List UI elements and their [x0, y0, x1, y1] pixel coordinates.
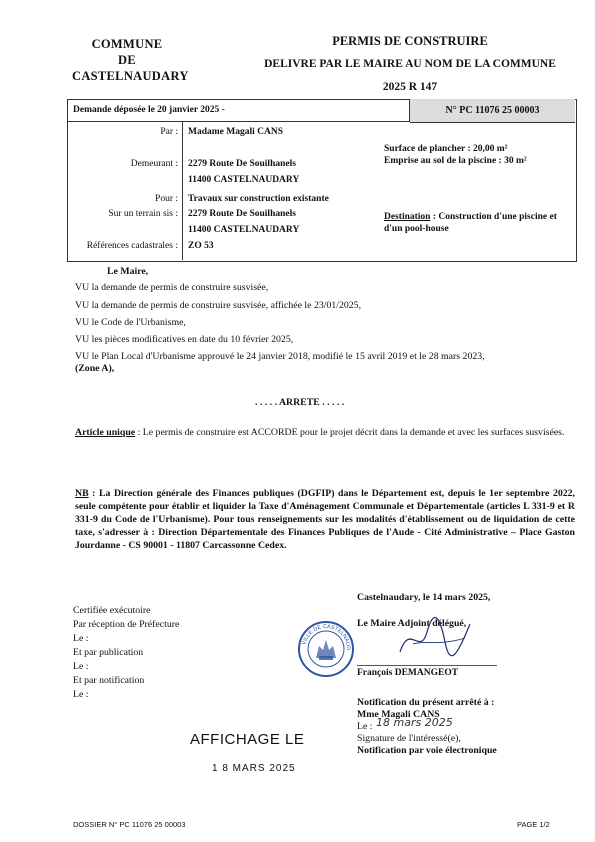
- certif-line6: Et par notification: [73, 675, 145, 686]
- box-divider: [182, 122, 183, 260]
- vu-line-4: VU les pièces modificatives en date du 10 février 2025,: [75, 334, 294, 345]
- par-label: Par :: [160, 127, 178, 137]
- nb-text: : La Direction générale des Finances publiques (DGFIP) dans le Département est, depuis le 1er septembre 2022, seule compétente pour établir et liquider la Taxe d'Aménagement Communale et Départementale (articles L 331-9 et R 331-9 du Code de l'Urbanisme). Pour tous renseignements sur les modalités d'établissement ou de liquidation de cette taxe, s'adresser à : Direction Départementale des Finances Publiques de l'Aude - Cité Administrative – Place Gaston Jourdanne - CS 90001 - 11807 Carcassonne Cedex.: [75, 488, 575, 551]
- notification-title: Notification du présent arrêté à :: [357, 697, 495, 708]
- commune-header: [72, 36, 189, 84]
- pour-label: Pour :: [155, 194, 178, 204]
- refs-label: Références cadastrales :: [86, 241, 178, 251]
- destination-label: Destination: [384, 212, 431, 222]
- certif-line5: Le :: [73, 661, 89, 672]
- certif-line2: Par réception de Préfecture: [73, 619, 180, 630]
- vu-line-5: VU le Plan Local d'Urbanisme approuvé le 24 janvier 2018, modifié le 15 avril 2019 et le 28 mars 2023,: [75, 351, 485, 362]
- certification-block: [73, 604, 179, 702]
- commune-line3: CASTELNAUDARY: [72, 69, 189, 83]
- permit-number: N° PC 11076 25 00003: [410, 99, 575, 123]
- le-maire: Le Maire,: [107, 266, 149, 277]
- commune-line2: DE: [118, 53, 136, 67]
- commune-line1: COMMUNE: [91, 37, 163, 51]
- notification-signature-line: Signature de l'intéressé(e),: [357, 733, 461, 744]
- terrain-line2: 11400 CASTELNAUDARY: [188, 225, 300, 235]
- destination: [384, 211, 564, 235]
- vu-line-2: VU la demande de permis de construire susvisée, affichée le 23/01/2025,: [75, 300, 362, 311]
- demeurant-label: Demeurant :: [130, 159, 178, 169]
- notification-date-handwritten: 18 mars 2025: [376, 716, 453, 729]
- demande-date: Demande déposée le 20 janvier 2025 -: [67, 99, 410, 122]
- notification-voie: Notification par voie électronique: [357, 745, 497, 756]
- permis-header: [245, 30, 575, 99]
- notification-date-label: Le :: [357, 721, 373, 732]
- demeurant-line2: 11400 CASTELNAUDARY: [188, 175, 300, 185]
- par-value: Madame Magali CANS: [188, 127, 283, 137]
- permis-title: PERMIS DE CONSTRUIRE: [332, 34, 488, 48]
- permis-subtitle: DELIVRE PAR LE MAIRE AU NOM DE LA COMMUNE: [264, 58, 556, 70]
- destination-text: : Construction d'une piscine et d'un pool-house: [384, 212, 557, 234]
- affichage-date: 1 8 MARS 2025: [212, 763, 296, 774]
- handwritten-signature: [395, 612, 475, 662]
- demeurant-line1: 2279 Route De Souilhanels: [188, 159, 296, 169]
- vu-line-1: VU la demande de permis de construire susvisée,: [75, 282, 269, 293]
- vu-line-3: VU le Code de l'Urbanisme,: [75, 317, 186, 328]
- certif-line7: Le :: [73, 689, 89, 700]
- svg-text:VILLE DE CASTELNAUDARY: [297, 620, 351, 650]
- stamp-text: VILLE DE CASTELNAUD: [301, 623, 352, 651]
- notification-dest: Mme Magali CANS: [357, 709, 440, 720]
- vu-zone: (Zone A),: [75, 363, 115, 374]
- certif-line1: Certifiée exécutoire: [73, 605, 151, 616]
- certif-line4: Et par publication: [73, 647, 144, 658]
- signatory-name: François DEMANGEOT: [357, 665, 497, 680]
- footer-page: PAGE 1/2: [517, 820, 550, 829]
- arrete-heading: . . . . . ARRETE . . . . .: [255, 397, 345, 408]
- footer-dossier: DOSSIER N° PC 11076 25 00003: [73, 820, 186, 829]
- surface-plancher: Surface de plancher : 20,00 m²: [384, 144, 508, 154]
- article-label: Article unique: [75, 427, 136, 438]
- article-text: : Le permis de construire est ACCORDE pour le projet décrit dans la demande et avec les surfaces susvisées.: [135, 427, 565, 438]
- refs-value: ZO 53: [188, 241, 214, 251]
- maire-adjoint: Le Maire Adjoint délégué,: [357, 618, 467, 629]
- pour-value: Travaux sur construction existante: [188, 194, 329, 204]
- permis-reference: 2025 R 147: [382, 81, 438, 93]
- article-unique: [75, 426, 575, 439]
- affichage-title: AFFICHAGE LE: [190, 731, 305, 748]
- terrain-line1: 2279 Route De Souilhanels: [188, 209, 296, 219]
- nb-label: NB: [75, 488, 89, 499]
- nb-paragraph: [75, 487, 575, 552]
- signature-place-date: Castelnaudary, le 14 mars 2025,: [357, 592, 491, 603]
- certif-line3: Le :: [73, 633, 89, 644]
- terrain-label: Sur un terrain sis :: [108, 209, 178, 219]
- info-box: [67, 99, 577, 262]
- emprise-sol: Emprise au sol de la piscine : 30 m²: [384, 156, 527, 166]
- city-seal-stamp: [297, 620, 355, 678]
